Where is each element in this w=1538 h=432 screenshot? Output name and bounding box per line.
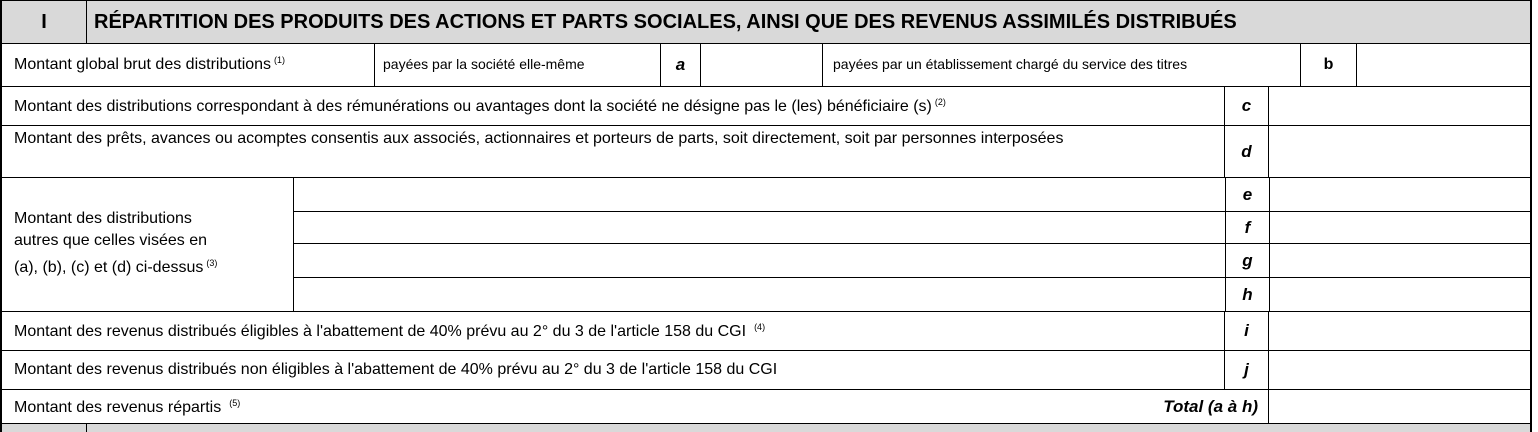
loans-advances-label: Montant des prêts, avances ou acomptes consentis aux associés, actionnaires et porteurs de parts, soit directement, soit par personnes interposées bbox=[14, 130, 1064, 147]
code-e: e bbox=[1225, 178, 1269, 211]
eligible-revenues-label: Montant des revenus distribués éligibles à l'abattement de 40% prévu au 2° du 3 de l'article 158 du CGI $^{(4)}$ bbox=[14, 322, 766, 340]
amount-j-field[interactable] bbox=[1268, 351, 1530, 389]
row-eligible-revenues bbox=[2, 312, 1530, 351]
sub-row-h bbox=[294, 278, 1530, 312]
row-global-distributions bbox=[2, 44, 1530, 87]
description-g-field[interactable] bbox=[294, 244, 1224, 277]
footnote-ref: (5) bbox=[229, 398, 241, 408]
footnote-ref: (4) bbox=[754, 322, 766, 332]
next-section-strip bbox=[2, 424, 1530, 432]
description-f-field[interactable] bbox=[294, 212, 1224, 243]
total-field[interactable] bbox=[1268, 390, 1530, 423]
sub-row-f bbox=[294, 212, 1530, 244]
non-eligible-revenues-label: Montant des revenus distribués non éligibles à l'abattement de 40% prévu au 2° du 3 de l'article 158 du CGI bbox=[14, 361, 778, 378]
code-j: j bbox=[1224, 351, 1268, 389]
description-h-field[interactable] bbox=[294, 278, 1224, 312]
paid-by-company-label: payées par la société elle-même bbox=[383, 56, 585, 72]
row-non-eligible-revenues bbox=[2, 351, 1530, 390]
row-unnamed-beneficiaries bbox=[2, 87, 1530, 126]
row-loans-advances bbox=[2, 126, 1530, 178]
code-h: h bbox=[1225, 278, 1269, 312]
code-a: a bbox=[660, 44, 700, 86]
other-distributions-label: Montant des distributions autres que celles visées en (a), (b), (c) et (d) ci-dessus $^{(3)}$ bbox=[14, 210, 218, 276]
code-c: c bbox=[1224, 87, 1268, 125]
next-section-number-cell bbox=[2, 424, 87, 432]
amount-e-field[interactable] bbox=[1269, 178, 1530, 211]
global-distributions-label: Montant global brut des distributions $^{(1)}$ bbox=[14, 55, 286, 73]
code-f: f bbox=[1225, 212, 1269, 243]
footnote-ref: (2) bbox=[934, 97, 946, 107]
paid-by-establishment-label: payées par un établissement chargé du service des titres bbox=[833, 56, 1188, 72]
code-b: b bbox=[1300, 44, 1356, 86]
section-number: I bbox=[2, 1, 87, 43]
description-e-field[interactable] bbox=[294, 178, 1224, 211]
amount-g-field[interactable] bbox=[1269, 244, 1530, 277]
distributed-revenues-label: Montant des revenus répartis $^{(5)}$ bbox=[14, 398, 241, 416]
amount-b-field[interactable] bbox=[1356, 44, 1530, 86]
code-d: d bbox=[1224, 126, 1268, 177]
other-distributions-grid bbox=[293, 178, 1530, 311]
paid-by-establishment-cell bbox=[822, 44, 1300, 86]
code-g: g bbox=[1225, 244, 1269, 277]
row-total bbox=[2, 390, 1530, 424]
total-label: Total (a à h) bbox=[1163, 397, 1258, 416]
section-header bbox=[2, 0, 1530, 44]
amount-d-field[interactable] bbox=[1268, 126, 1530, 177]
unnamed-beneficiaries-label: Montant des distributions correspondant à des rémunérations ou avantages dont la société ne désigne pas le (les) bénéficiaire (s) $^{(2)}$ bbox=[14, 97, 946, 115]
amount-f-field[interactable] bbox=[1269, 212, 1530, 243]
amount-h-field[interactable] bbox=[1269, 278, 1530, 312]
footnote-ref: (1) bbox=[274, 55, 286, 65]
paid-by-company-cell bbox=[374, 44, 660, 86]
sub-row-g bbox=[294, 244, 1530, 278]
footnote-ref: (3) bbox=[206, 258, 218, 268]
section-title: RÉPARTITION DES PRODUITS DES ACTIONS ET PARTS SOCIALES, AINSI QUE DES REVENUS ASSIMILÉS DISTRIBUÉS bbox=[94, 11, 1237, 33]
row-other-distributions bbox=[2, 178, 1530, 312]
sub-row-e bbox=[294, 178, 1530, 212]
amount-a-field[interactable] bbox=[700, 44, 822, 86]
code-i: i bbox=[1224, 312, 1268, 350]
amount-i-field[interactable] bbox=[1268, 312, 1530, 350]
amount-c-field[interactable] bbox=[1268, 87, 1530, 125]
